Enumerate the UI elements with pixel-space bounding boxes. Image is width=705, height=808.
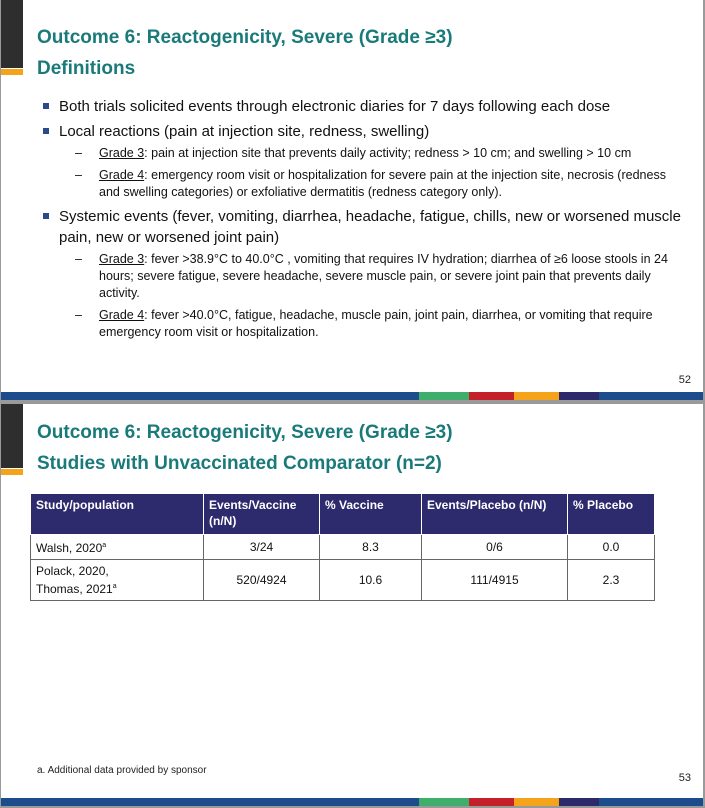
bullet-item	[43, 121, 683, 201]
grade-text: : fever >40.0°C, fatigue, headache, muscle pain, joint pain, diarrhea, or vomiting that require emergency room visit or hospitalization.	[99, 308, 653, 339]
grade-text: : emergency room visit or hospitalization for severe pain at the injection site, necrosis (redness and swelling categories) or exfoliative dermatitis (redness category only).	[99, 168, 666, 199]
study-cell: Walsh, 2020$^a$	[31, 535, 204, 560]
grade-text: : fever >38.9°C to 40.0°C , vomiting that requires IV hydration; diarrhea of ≥6 loose stools in 24 hours; severe fatigue, severe headache, severe muscle pain, or severe joint pain that prevents daily activity.	[99, 252, 668, 300]
footer-segment-red	[469, 392, 514, 400]
slide-title	[37, 22, 453, 84]
grade-label: Grade 3	[99, 146, 145, 160]
events-vaccine-cell: 520/4924	[204, 560, 320, 601]
column-header: % Placebo	[568, 494, 655, 535]
footer-segment-navy	[559, 392, 599, 400]
pct-vaccine-cell: 10.6	[320, 560, 422, 601]
sub-bullet-item	[59, 307, 683, 341]
bullet-text: Both trials solicited events through electronic diaries for 7 days following each dose	[59, 98, 611, 115]
events-placebo-cell: 111/4915	[422, 560, 568, 601]
bullet-text: Local reactions (pain at injection site, redness, swelling)	[59, 123, 430, 140]
sub-bullet-item	[59, 167, 683, 201]
slide-title	[37, 417, 453, 479]
events-placebo-cell: 0/6	[422, 535, 568, 560]
footer-segment-green	[419, 392, 469, 400]
dash-icon: –	[75, 308, 82, 322]
bullet-square-icon	[43, 128, 49, 134]
pct-vaccine-cell: 8.3	[320, 535, 422, 560]
title-line-1: Outcome 6: Reactogenicity, Severe (Grade ≥3)	[37, 27, 453, 48]
footer-segment-green	[419, 798, 469, 806]
footer-segment-red	[469, 798, 514, 806]
column-header: % Vaccine	[320, 494, 422, 535]
page-number: 53	[678, 772, 691, 784]
dash-icon: –	[75, 168, 82, 182]
grade-label: Grade 4	[99, 308, 145, 322]
bullet-square-icon	[43, 103, 49, 109]
sub-list	[59, 251, 683, 341]
table-row	[31, 535, 655, 560]
grade-label: Grade 4	[99, 168, 145, 182]
footer-segment-navy	[559, 798, 599, 806]
definitions-list	[43, 96, 683, 346]
dash-icon: –	[75, 146, 82, 160]
sub-bullet-item	[59, 251, 683, 302]
column-header: Study/population	[31, 494, 204, 535]
title-line-2: Studies with Unvaccinated Comparator (n=2)	[37, 453, 442, 474]
pct-placebo-cell: 2.3	[568, 560, 655, 601]
study-cell: Polack, 2020, Thomas, 2021$^a$	[31, 560, 204, 601]
title-accent-orange	[1, 469, 23, 475]
footnote: a. Additional data provided by sponsor	[37, 765, 207, 776]
slide-53	[1, 404, 703, 806]
column-header: Events/Vaccine (n/N)	[204, 494, 320, 535]
grade-text: : pain at injection site that prevents daily activity; redness > 10 cm; and swelling > 10 cm	[144, 146, 632, 160]
column-header: Events/Placebo (n/N)	[422, 494, 568, 535]
bullet-square-icon	[43, 213, 49, 219]
bullet-item	[43, 96, 683, 117]
pct-placebo-cell: 0.0	[568, 535, 655, 560]
footer-color-bar	[1, 798, 703, 806]
footer-segment-orange	[514, 392, 559, 400]
title-accent-bar	[1, 404, 23, 468]
title-accent-bar	[1, 0, 23, 68]
table-header-row	[31, 494, 655, 535]
footer-segment-orange	[514, 798, 559, 806]
slide-52	[1, 0, 703, 400]
sub-bullet-item	[59, 145, 683, 162]
title-line-1: Outcome 6: Reactogenicity, Severe (Grade ≥3)	[37, 422, 453, 443]
events-vaccine-cell: 3/24	[204, 535, 320, 560]
table-row	[31, 560, 655, 601]
title-accent-orange	[1, 69, 23, 75]
sub-list	[59, 145, 683, 201]
page-number: 52	[678, 374, 691, 386]
bullet-text: Systemic events (fever, vomiting, diarrhea, headache, fatigue, chills, new or worsened muscle pain, new or worsened joint pain)	[59, 208, 681, 246]
grade-label: Grade 3	[99, 252, 145, 266]
results-table	[30, 493, 655, 601]
footer-color-bar	[1, 392, 703, 400]
title-line-2: Definitions	[37, 58, 136, 79]
bullet-item	[43, 206, 683, 341]
dash-icon: –	[75, 252, 82, 266]
